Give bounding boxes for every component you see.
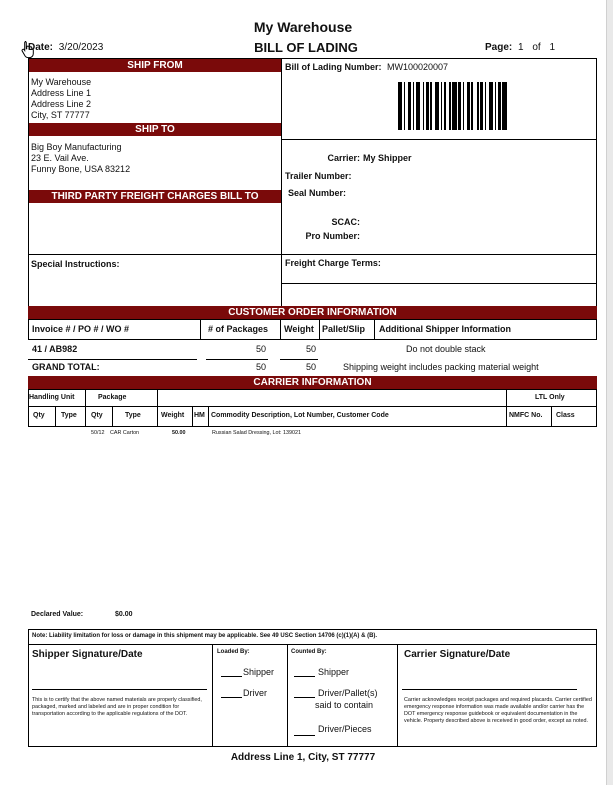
company-title: My Warehouse xyxy=(253,19,353,35)
seal-number-label: Seal Number: xyxy=(288,188,347,198)
declared-value-label: Declared Value: xyxy=(31,611,84,618)
page-indicator xyxy=(485,42,555,53)
barcode-bar xyxy=(507,82,510,130)
hdr-type-1: Type xyxy=(61,412,77,419)
declared-value: $0.00 xyxy=(115,611,133,618)
scac-label: SCAC: xyxy=(331,217,360,227)
hdr-commodity: Commodity Description, Lot Number, Customer Code xyxy=(211,412,389,419)
ship-from-header: SHIP FROM xyxy=(29,59,281,72)
grand-info: Shipping weight includes packing material weight xyxy=(343,362,539,372)
order-weight: 50 xyxy=(305,344,316,354)
bol-number-label: Bill of Lading Number: xyxy=(285,62,382,72)
carrier-label: Carrier: xyxy=(327,153,360,163)
grand-total-label: GRAND TOTAL: xyxy=(32,362,100,372)
hdr-class: Class xyxy=(556,412,575,419)
ltl-only-label: LTL Only xyxy=(535,394,565,401)
hdr-hm: HM xyxy=(194,412,205,419)
counted-pallet-line-2: said to contain xyxy=(315,700,374,710)
loaded-shipper: Shipper xyxy=(243,667,275,677)
footer-address: Address Line 1, City, ST 77777 xyxy=(230,752,376,763)
doc-title: BILL OF LADING xyxy=(254,40,358,55)
ship-to-address xyxy=(31,142,130,175)
carrier-signature-title: Carrier Signature/Date xyxy=(404,649,511,660)
third-party-header: THIRD PARTY FREIGHT CHARGES BILL TO xyxy=(29,190,281,203)
date-label: Date: xyxy=(28,42,54,53)
item-type: CAR Carton xyxy=(110,430,140,436)
liability-note: Note: Liability limitation for loss or damage in this shipment may be applicable. See 49 USC Section 14706 (c)(1)(A) & (B). xyxy=(32,633,378,639)
counted-shipper: Shipper xyxy=(318,667,350,677)
ship-to-header: SHIP TO xyxy=(29,123,281,136)
shipper-signature-title: Shipper Signature/Date xyxy=(32,649,143,660)
col-pallet-slip: Pallet/Slip xyxy=(322,324,366,334)
order-invoice: 41 / AB982 xyxy=(32,344,78,354)
col-packages: # of Packages xyxy=(208,324,269,334)
loaded-driver: Driver xyxy=(243,688,267,698)
ship-from-line: My Warehouse xyxy=(31,77,92,87)
item-qty: 50/12 xyxy=(91,430,105,436)
order-packages: 50 xyxy=(255,344,266,354)
hdr-nmfc: NMFC No. xyxy=(509,412,543,419)
handling-unit-label: Handling Unit xyxy=(29,394,75,401)
grand-weight: 50 xyxy=(305,362,316,372)
item-weight: 50.00 xyxy=(172,430,186,436)
counted-pallet-line-1: Driver/Pallet(s) xyxy=(318,688,378,698)
trailer-number-label: Trailer Number: xyxy=(285,171,352,181)
ship-from-line: Address Line 2 xyxy=(31,99,92,109)
ship-to-line: Funny Bone, USA 83212 xyxy=(31,164,131,174)
date-row xyxy=(28,42,103,53)
counted-pieces: Driver/Pieces xyxy=(318,724,372,734)
col-weight: Weight xyxy=(284,324,314,334)
bol-number-value: MW100020007 xyxy=(387,62,449,72)
loaded-by-label: Loaded By: xyxy=(217,649,250,655)
ship-from-line: City, ST 77777 xyxy=(31,110,90,120)
page-total: 1 xyxy=(549,42,556,53)
shipper-certification: This is to certify that the above named materials are properly classified, packaged, marked and labeled and are in proper condition for transportation according to the applicable regulations of the DOT. xyxy=(32,697,202,717)
col-additional-info: Additional Shipper Information xyxy=(379,324,511,334)
item-commodity: Russian Salad Dressing, Lot: 139021 xyxy=(212,430,302,436)
pro-number-label: Pro Number: xyxy=(305,231,360,241)
col-invoice: Invoice # / PO # / WO # xyxy=(32,324,130,334)
carrier-info-header: CARRIER INFORMATION xyxy=(28,376,597,389)
ship-from-line: Address Line 1 xyxy=(31,88,92,98)
package-label: Package xyxy=(98,394,127,401)
ship-to-line: 23 E. Vail Ave. xyxy=(31,153,89,163)
customer-order-header: CUSTOMER ORDER INFORMATION xyxy=(28,306,597,319)
ship-from-address xyxy=(31,77,91,121)
page-of: of xyxy=(532,42,541,53)
special-instructions-label: Special Instructions: xyxy=(31,259,120,269)
freight-charge-terms-label: Freight Charge Terms: xyxy=(285,258,381,268)
carrier-value: My Shipper xyxy=(363,153,412,163)
hdr-weight: Weight xyxy=(161,412,185,419)
hdr-qty-2: Qty xyxy=(91,412,103,419)
bol-number xyxy=(285,62,448,72)
counted-by-label: Counted By: xyxy=(291,649,327,655)
barcode xyxy=(398,82,510,130)
carrier-acknowledgement: Carrier acknowledges receipt packages and required placards. Carrier certified emergency response information was made available and/or carrier has the DOT emergency response guidebook or equivalent documentation in the vehicle. Property described above is received in good order, except as noted. xyxy=(404,697,592,724)
vertical-scrollbar[interactable] xyxy=(606,0,613,785)
hdr-type-2: Type xyxy=(125,412,141,419)
order-info: Do not double stack xyxy=(406,344,486,354)
hdr-qty-1: Qty xyxy=(33,412,45,419)
page-number: 1 xyxy=(518,42,524,53)
ship-to-line: Big Boy Manufacturing xyxy=(31,142,122,152)
grand-packages: 50 xyxy=(255,362,266,372)
date-value: 3/20/2023 xyxy=(58,42,104,53)
page-label: Page: xyxy=(485,42,513,53)
